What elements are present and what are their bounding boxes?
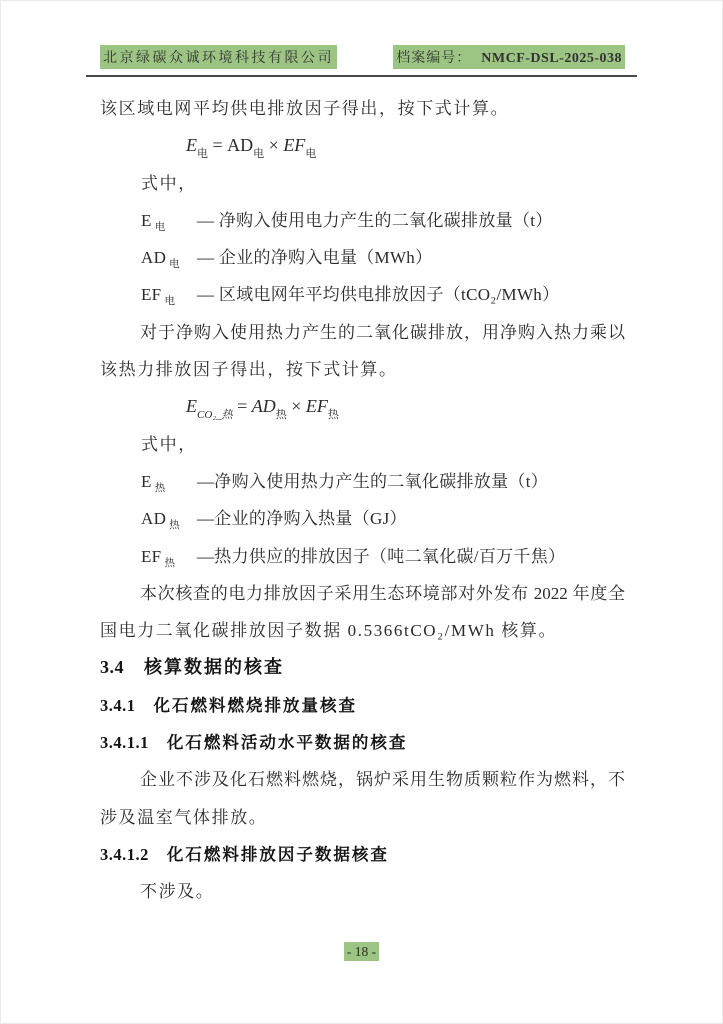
formula-part: 电 bbox=[253, 148, 265, 161]
symbol-subscript: 热 bbox=[169, 520, 180, 532]
symbol-text: AD bbox=[141, 248, 167, 268]
formula-part: AD bbox=[251, 396, 276, 417]
formula-part: E bbox=[186, 135, 197, 156]
formula-part: = bbox=[208, 135, 228, 156]
section-heading bbox=[100, 649, 625, 686]
formula-part: 热 bbox=[327, 409, 339, 422]
body-line: 该热力排放因子得出，按下式计算。 bbox=[100, 360, 398, 380]
section-heading bbox=[100, 724, 625, 761]
page-number: - 18 - bbox=[344, 942, 379, 961]
section-heading bbox=[100, 687, 625, 724]
symbol-subscript: 热 bbox=[154, 482, 166, 494]
content bbox=[100, 90, 625, 911]
heading-title: 化石燃料燃烧排放量核查 bbox=[153, 695, 357, 715]
formula-line bbox=[100, 388, 625, 425]
formula-part: × bbox=[286, 396, 306, 417]
definition-symbol bbox=[141, 202, 197, 239]
definition-row bbox=[100, 463, 625, 500]
header-rule bbox=[86, 75, 637, 77]
formula-part: E bbox=[186, 396, 197, 417]
formula-part: EF bbox=[283, 135, 306, 156]
heading-number: 3.4.1.2 bbox=[100, 844, 149, 864]
header-company-name: 北京绿碳众诚环境科技有限公司 bbox=[100, 45, 337, 69]
symbol-text: AD bbox=[141, 509, 167, 529]
definition-description: —企业的净购入热量（GJ） bbox=[197, 509, 407, 529]
header-file-number bbox=[393, 45, 625, 69]
body-line: 式中， bbox=[141, 173, 197, 193]
symbol-text: EF bbox=[141, 285, 162, 305]
section-heading bbox=[100, 836, 625, 873]
body-line: 本次核查的电力排放因子采用生态环境部对外发布 2022 年度全 bbox=[140, 583, 625, 603]
definition-row bbox=[100, 202, 625, 239]
symbol-subscript: 电 bbox=[154, 221, 166, 233]
formula-part: CO₂_热 bbox=[197, 409, 233, 422]
definition-symbol bbox=[141, 276, 197, 313]
definition-row bbox=[100, 500, 625, 537]
heading-title: 化石燃料活动水平数据的核查 bbox=[166, 733, 408, 753]
definition-description: —热力供应的排放因子（吨二氧化碳/百万千焦） bbox=[197, 546, 566, 566]
definition-description: —净购入使用热力产生的二氧化碳排放量（t） bbox=[197, 471, 549, 491]
body-line: 该区域电网平均供电排放因子得出，按下式计算。 bbox=[100, 99, 510, 118]
definition-description: — 净购入使用电力产生的二氧化碳排放量（t） bbox=[197, 210, 553, 230]
formula-part: × bbox=[264, 135, 284, 156]
heading-number: 3.4.1.1 bbox=[100, 733, 149, 753]
body-line: 涉及温室气体排放。 bbox=[100, 807, 268, 827]
page-footer bbox=[1, 944, 722, 960]
symbol-text: E bbox=[141, 471, 152, 491]
body-line: 对于净购入使用热力产生的二氧化碳排放，用净购入热力乘以 bbox=[140, 322, 625, 342]
body-line: 不涉及。 bbox=[140, 882, 215, 902]
body-line: 国电力二氧化碳排放因子数据 0.5366tCO₂/MWh 核算。 bbox=[100, 621, 558, 641]
body-line: 企业不涉及化石燃料燃烧，锅炉采用生物质颗粒作为燃料，不 bbox=[140, 770, 625, 790]
file-number-value: NMCF-DSL-2025-038 bbox=[481, 51, 622, 66]
heading-title: 化石燃料排放因子数据核查 bbox=[166, 844, 389, 864]
formula-line bbox=[100, 127, 625, 164]
formula-part: 电 bbox=[305, 148, 317, 161]
symbol-subscript: 热 bbox=[164, 557, 175, 569]
symbol-subscript: 电 bbox=[169, 259, 180, 271]
definition-symbol bbox=[141, 463, 197, 500]
body-line: 式中， bbox=[141, 434, 197, 454]
formula-part: = bbox=[232, 396, 252, 417]
definition-description: — 区域电网年平均供电排放因子（tCO₂/MWh） bbox=[197, 285, 560, 305]
formula-part: AD bbox=[227, 135, 254, 156]
symbol-text: EF bbox=[141, 546, 162, 566]
definition-description: — 企业的净购入电量（MWh） bbox=[197, 248, 433, 268]
definition-symbol bbox=[141, 538, 197, 575]
definition-row bbox=[100, 538, 625, 575]
formula-part: EF bbox=[305, 396, 328, 417]
page-header bbox=[100, 47, 625, 69]
heading-number: 3.4.1 bbox=[100, 695, 136, 715]
definition-symbol bbox=[141, 239, 197, 276]
symbol-subscript: 电 bbox=[164, 296, 175, 308]
definition-row bbox=[100, 276, 625, 313]
definition-symbol bbox=[141, 500, 197, 537]
file-number-label: 档案编号： bbox=[396, 51, 472, 66]
heading-number: 3.4 bbox=[100, 657, 124, 678]
definition-row bbox=[100, 239, 625, 276]
formula-part: 电 bbox=[197, 148, 208, 161]
symbol-text: E bbox=[141, 210, 152, 230]
formula-part: 热 bbox=[275, 409, 287, 422]
heading-title: 核算数据的核查 bbox=[144, 657, 284, 678]
